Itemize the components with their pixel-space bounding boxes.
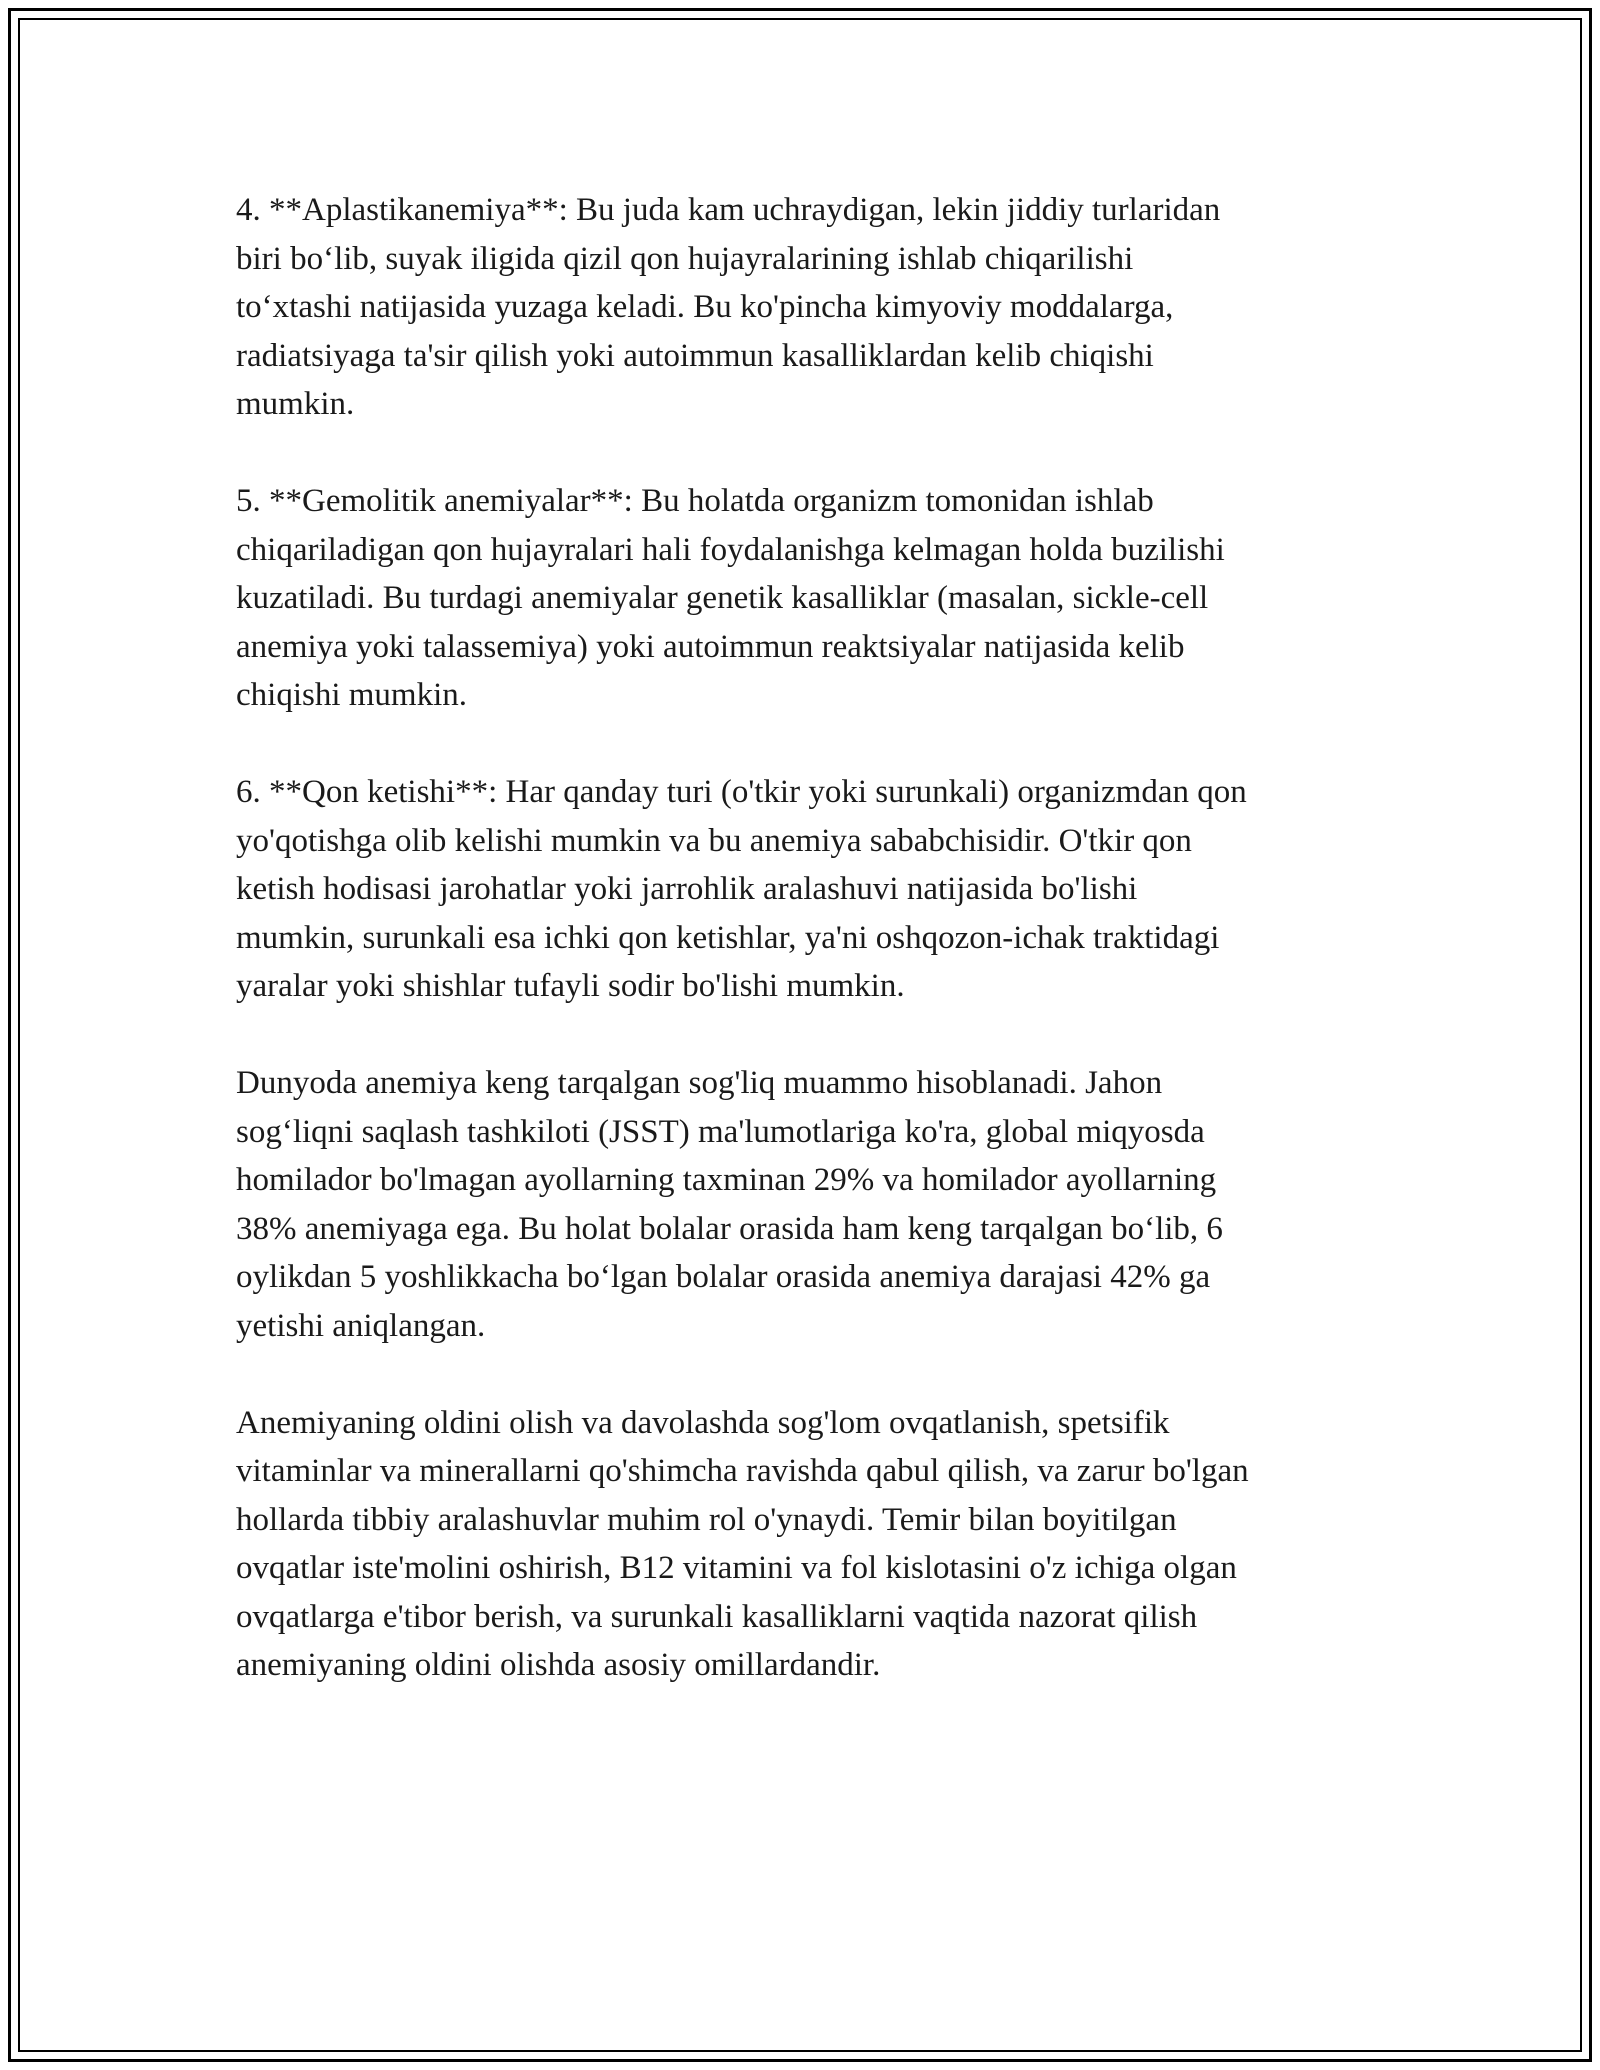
paragraph-blood-loss: 6. **Qon ketishi**: Har qanday turi (o'tkir yoki surunkali) organizmdan qon yo'qotishga olib kelishi mumkin va bu anemiya sababchisidir. O'tkir qon ketish hodisasi jarohatlar yoki jarrohlik aralashuvi natijasida bo'lishi mumkin, surunkali esa ichki qon ketishlar, ya'ni oshqozon-ichak traktidagi yaralar yoki shishlar tufayli sodir bo'lishi mumkin.: [236, 774, 1247, 1004]
document-body: [236, 186, 1386, 1738]
paragraph-hemolytic-anemias: 5. **Gemolitik anemiyalar**: Bu holatda organizm tomonidan ishlab chiqariladigan qon hujayralari hali foydalanishga kelmagan holda buzilishi kuzatiladi. Bu turdagi anemiyalar genetik kasalliklar (masalan, sickle-cell anemiya yoki talassemiya) yoki autoimmun reaktsiyalar natijasida kelib chiqishi mumkin.: [236, 483, 1225, 713]
paragraph-global-prevalence: Dunyoda anemiya keng tarqalgan sog'liq muammo hisoblanadi. Jahon sog‘liqni saqlash tashkiloti (JSST) ma'lumotlariga ko'ra, global miqyosda homilador bo'lmagan ayollarning taxminan 29% va homilador ayollarning 38% anemiyaga ega. Bu holat bolalar orasida ham keng tarqalgan bo‘lib, 6 oylikdan 5 yoshlikkacha bo‘lgan bolalar orasida anemiya darajasi 42% ga yetishi aniqlangan.: [236, 1065, 1223, 1344]
paragraph-prevention: Anemiyaning oldini olish va davolashda sog'lom ovqatlanish, spetsifik vitaminlar va minerallarni qo'shimcha ravishda qabul qilish, va zarur bo'lgan hollarda tibbiy aralashuvlar muhim rol o'ynaydi. Temir bilan boyitilgan ovqatlar iste'molini oshirish, B12 vitamini va fol kislotasini o'z ichiga olgan ovqatlarga e'tibor berish, va surunkali kasalliklarni vaqtida nazorat qilish anemiyaning oldini olishda asosiy omillardandir.: [236, 1404, 1249, 1683]
paragraph-aplastic-anemia: 4. **Aplastikanemiya**: Bu juda kam uchraydigan, lekin jiddiy turlaridan biri bo‘lib, suyak iligida qizil qon hujayralarining ishlab chiqarilishi to‘xtashi natijasida yuzaga keladi. Bu ko'pincha kimyoviy moddalarga, radiatsiyaga ta'sir qilish yoki autoimmun kasalliklardan kelib chiqishi mumkin.: [236, 192, 1221, 422]
